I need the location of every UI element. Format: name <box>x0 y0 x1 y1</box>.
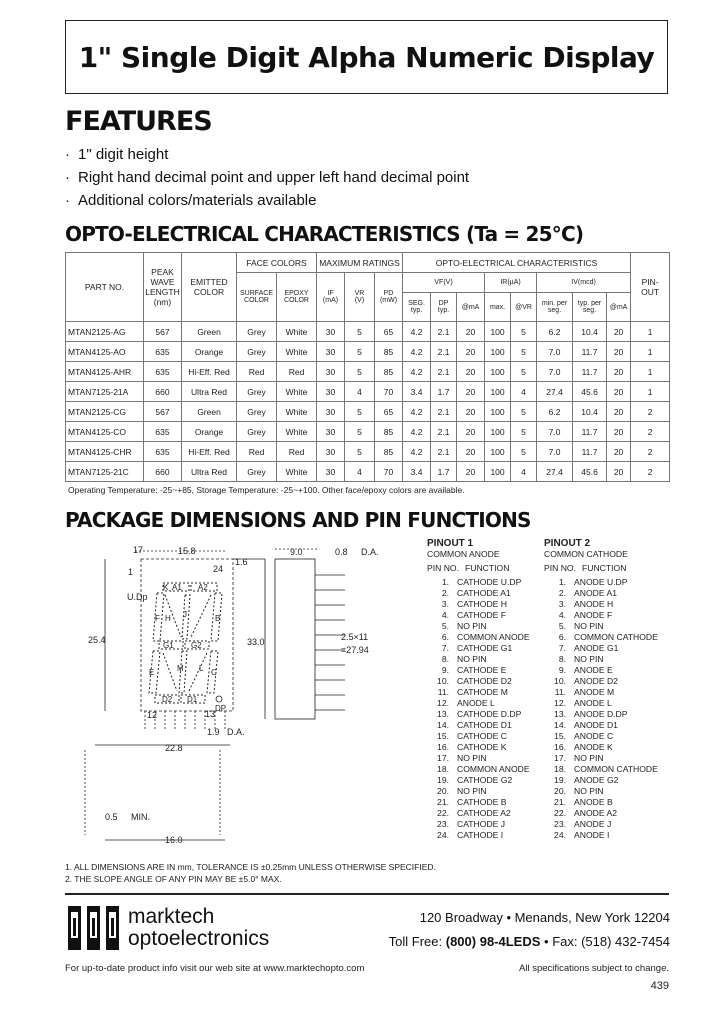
table-cell: MTAN4125-CO <box>66 422 144 442</box>
dim-min: MIN. <box>131 812 150 822</box>
table-row <box>66 382 670 402</box>
pin-row: 19. CATHODE G2 <box>437 775 513 785</box>
table-cell: 20 <box>457 462 485 482</box>
seg-d2: D2 <box>162 695 173 704</box>
dim-15-8: 15.8 <box>178 546 196 556</box>
dim-12: 12 <box>147 710 158 720</box>
pin-row: 22. ANODE A2 <box>554 808 617 818</box>
pin-row: 19. ANODE G2 <box>554 775 619 785</box>
pin-row: 11. ANODE M <box>554 687 615 697</box>
table-cell: Grey <box>237 342 277 362</box>
seg-g1: G1 <box>163 641 174 650</box>
seg-a1: A1 <box>172 583 182 592</box>
table-cell: 30 <box>317 382 345 402</box>
pin-row: 8. NO PIN <box>558 654 604 664</box>
pinout-2 <box>544 538 658 841</box>
table-cell: MTAN7125-21C <box>66 462 144 482</box>
pinout-2-col-no: PIN NO. <box>544 563 576 573</box>
table-cell: 20 <box>457 342 485 362</box>
table-row <box>66 462 670 482</box>
company-phone: Toll Free: (800) 98-4LEDS • Fax: (518) 432-7454 <box>388 934 670 949</box>
table-cell: 5 <box>511 442 537 462</box>
table-cell: Red <box>237 362 277 382</box>
table-cell: 20 <box>607 442 631 462</box>
page-number: 439 <box>650 980 669 992</box>
pinout-1-col-no: PIN NO. <box>427 563 459 573</box>
table-cell: Green <box>182 322 237 342</box>
pinout-1-col-fn: FUNCTION <box>465 563 510 573</box>
pin-row: 24. ANODE I <box>554 830 610 840</box>
table-cell: 45.6 <box>573 382 607 402</box>
seg-b: B <box>215 614 221 623</box>
header-irmax: max. <box>485 293 511 322</box>
header-seg: SEG. typ. <box>403 293 431 322</box>
pinout-2-col-fn: FUNCTION <box>582 563 627 573</box>
pin-row: 1. CATHODE U.DP <box>441 577 522 587</box>
pin-row: 23. ANODE J <box>554 819 612 829</box>
label-udp: U.Dp <box>127 592 148 602</box>
table-cell: 2.1 <box>431 322 457 342</box>
header-peak: PEAK WAVE LENGTH (nm) <box>144 253 182 322</box>
table-cell: White <box>277 462 317 482</box>
table-cell: MTAN7125-21A <box>66 382 144 402</box>
dim-16-0: 16.0 <box>165 835 183 845</box>
table-cell: 5 <box>345 442 375 462</box>
table-cell: 20 <box>457 422 485 442</box>
table-cell: 5 <box>511 362 537 382</box>
feature-item: · Right hand decimal point and upper left hand decimal point <box>65 169 470 186</box>
pin-row: 20. NO PIN <box>437 786 487 796</box>
table-cell: White <box>277 322 317 342</box>
header-surface: SURFACE COLOR <box>237 273 277 322</box>
pinout-1-title: PINOUT 1 <box>427 538 474 549</box>
spec-table <box>65 252 670 482</box>
table-cell: 70 <box>375 462 403 482</box>
header-iv: IV(mcd) <box>537 273 631 293</box>
header-opto: OPTO-ELECTRICAL CHARACTERISTICS <box>403 253 631 273</box>
header-max: MAXIMUM RATINGS <box>317 253 403 273</box>
table-cell: 27.4 <box>537 382 573 402</box>
table-cell: Orange <box>182 342 237 362</box>
seg-a2: A2 <box>198 583 208 592</box>
table-cell: 30 <box>317 442 345 462</box>
pin-row: 5. NO PIN <box>441 621 487 631</box>
table-cell: Orange <box>182 422 237 442</box>
table-cell: Green <box>182 402 237 422</box>
table-cell: 2 <box>631 402 670 422</box>
pin-row: 15. CATHODE C <box>437 731 507 741</box>
pin-row: 4. ANODE F <box>558 610 613 620</box>
table-cell: 7.0 <box>537 422 573 442</box>
seg-m: M <box>177 664 184 673</box>
table-cell: 5 <box>511 342 537 362</box>
dim-da-top: D.A. <box>361 547 379 557</box>
dim-22-8: 22.8 <box>165 743 183 753</box>
pin-row: 15. ANODE C <box>554 731 614 741</box>
table-cell: 65 <box>375 322 403 342</box>
table-cell: 5 <box>345 342 375 362</box>
dim-24: 24 <box>213 564 224 574</box>
dim-27-94: =27.94 <box>341 645 369 655</box>
table-cell: 4.2 <box>403 362 431 382</box>
title-box <box>65 20 668 94</box>
table-cell: 4 <box>345 382 375 402</box>
dim-1-9-da: D.A. <box>227 727 245 737</box>
pin-row: 7. CATHODE G1 <box>441 643 513 653</box>
pinout-1-subtitle: COMMON ANODE <box>427 549 500 559</box>
table-row <box>66 442 670 462</box>
pin-row: 14. ANODE D1 <box>554 720 618 730</box>
table-cell: 2.1 <box>431 362 457 382</box>
table-cell: 4.2 <box>403 442 431 462</box>
table-cell: Hi-Eff. Red <box>182 362 237 382</box>
seg-f: F <box>155 614 160 623</box>
table-cell: 1 <box>631 362 670 382</box>
table-cell: 1.7 <box>431 462 457 482</box>
header-pinout: PIN- OUT <box>631 253 670 322</box>
table-cell: 30 <box>317 422 345 442</box>
seg-e: E <box>149 668 155 677</box>
table-cell: 635 <box>144 442 182 462</box>
pin-row: 1. ANODE U.DP <box>558 577 628 587</box>
seg-g2: G2 <box>191 641 202 650</box>
table-cell: 7.0 <box>537 362 573 382</box>
pin-row: 4. CATHODE F <box>441 610 507 620</box>
table-cell: 100 <box>485 442 511 462</box>
table-cell: 85 <box>375 442 403 462</box>
notes <box>65 861 436 885</box>
page-title: 1" Single Digit Alpha Numeric Display <box>78 40 655 74</box>
table-cell: Red <box>237 442 277 462</box>
pin-row: 14. CATHODE D1 <box>437 720 512 730</box>
table-cell: 100 <box>485 402 511 422</box>
table-cell: 20 <box>457 442 485 462</box>
dim-0-8: 0.8 <box>335 547 348 557</box>
table-cell: MTAN4125-CHR <box>66 442 144 462</box>
table-cell: 5 <box>345 322 375 342</box>
pin-row: 21. ANODE B <box>554 797 613 807</box>
pin-row: 2. CATHODE A1 <box>441 588 511 598</box>
dim-2-5x11: 2.5×11 <box>341 632 369 642</box>
pin-row: 8. NO PIN <box>441 654 487 664</box>
table-cell: 100 <box>485 342 511 362</box>
table-cell: 2.1 <box>431 342 457 362</box>
table-cell: 20 <box>607 322 631 342</box>
table-cell: 1 <box>631 342 670 362</box>
feature-item: · Additional colors/materials available <box>65 192 317 209</box>
table-cell: 20 <box>457 322 485 342</box>
seg-k: K <box>163 583 169 592</box>
table-cell: 4.2 <box>403 422 431 442</box>
header-part: PART NO. <box>66 253 144 322</box>
dim-1-front: 1 <box>128 567 134 577</box>
table-cell: 30 <box>317 362 345 382</box>
pin-row: 21. CATHODE B <box>437 797 507 807</box>
table-cell: Grey <box>237 402 277 422</box>
header-minper: min. per seg. <box>537 293 573 322</box>
table-row <box>66 322 670 342</box>
pinout-2-title: PINOUT 2 <box>544 538 591 549</box>
table-cell: White <box>277 382 317 402</box>
table-cell: Hi-Eff. Red <box>182 442 237 462</box>
table-cell: 100 <box>485 362 511 382</box>
header-typper: typ. per seg. <box>573 293 607 322</box>
table-cell: 20 <box>457 382 485 402</box>
pinout-2-subtitle: COMMON CATHODE <box>544 549 628 559</box>
table-cell: 4 <box>345 462 375 482</box>
table-cell: White <box>277 342 317 362</box>
table-cell: 6.2 <box>537 322 573 342</box>
table-cell: 5 <box>511 402 537 422</box>
footer-website: For up-to-date product info visit our web site at www.marktechopto.com <box>65 963 365 974</box>
table-cell: 2 <box>631 422 670 442</box>
pin-row: 6. COMMON CATHODE <box>558 632 658 642</box>
package-heading: PACKAGE DIMENSIONS AND PIN FUNCTIONS <box>65 508 531 532</box>
dim-1-6-left: 1.6 <box>235 557 248 567</box>
table-cell: 6.2 <box>537 402 573 422</box>
feature-item: · 1" digit height <box>65 146 169 163</box>
dim-17: 17 <box>133 545 144 555</box>
table-cell: 30 <box>317 402 345 422</box>
table-cell: 660 <box>144 462 182 482</box>
features-list <box>65 143 469 212</box>
header-dp: DP typ. <box>431 293 457 322</box>
table-cell: 4.2 <box>403 342 431 362</box>
table-cell: 30 <box>317 322 345 342</box>
table-cell: 11.7 <box>573 342 607 362</box>
table-cell: 20 <box>457 402 485 422</box>
table-cell: 5 <box>511 422 537 442</box>
note-1: 1. ALL DIMENSIONS ARE IN mm, TOLERANCE IS ±0.25mm UNLESS OTHERWISE SPECIFIED. <box>65 862 436 872</box>
table-cell: 2 <box>631 442 670 462</box>
table-cell: 5 <box>345 362 375 382</box>
table-cell: 20 <box>607 422 631 442</box>
table-row <box>66 342 670 362</box>
table-cell: 4.2 <box>403 322 431 342</box>
table-cell: 3.4 <box>403 382 431 402</box>
table-cell: 635 <box>144 362 182 382</box>
table-cell: 20 <box>607 382 631 402</box>
table-cell: MTAN2125-AG <box>66 322 144 342</box>
header-emitted: EMITTED COLOR <box>182 253 237 322</box>
table-cell: 2 <box>631 462 670 482</box>
table-cell: Ultra Red <box>182 462 237 482</box>
table-cell: 70 <box>375 382 403 402</box>
pin-row: 7. ANODE G1 <box>558 643 619 653</box>
table-cell: 635 <box>144 422 182 442</box>
table-cell: 30 <box>317 342 345 362</box>
table-cell: 5 <box>511 322 537 342</box>
table-row <box>66 402 670 422</box>
header-if: IF (mA) <box>317 273 345 322</box>
table-cell: 20 <box>457 362 485 382</box>
header-atma2: @mA <box>607 293 631 322</box>
table-cell: 2.1 <box>431 422 457 442</box>
pin-row: 9. CATHODE E <box>441 665 507 675</box>
table-cell: 20 <box>607 362 631 382</box>
pin-row: 16. ANODE K <box>554 742 613 752</box>
table-cell: 100 <box>485 382 511 402</box>
company-name: marktech optoelectronics <box>128 905 270 950</box>
table-cell: 635 <box>144 342 182 362</box>
table-cell: 65 <box>375 402 403 422</box>
opto-heading: OPTO-ELECTRICAL CHARACTERISTICS (Ta = 25°C) <box>65 222 584 246</box>
table-cell: Ultra Red <box>182 382 237 402</box>
dim-33-0: 33.0 <box>247 637 265 647</box>
table-cell: 10.4 <box>573 402 607 422</box>
pin-row: 2. ANODE A1 <box>558 588 617 598</box>
seg-c: C <box>211 668 217 677</box>
table-cell: Grey <box>237 462 277 482</box>
table-cell: Grey <box>237 322 277 342</box>
table-cell: 30 <box>317 462 345 482</box>
spec-note: Operating Temperature: -25~+85, Storage Temperature: -25~+100. Other face/epoxy colors are available. <box>68 485 465 495</box>
pin-row: 22. CATHODE A2 <box>437 808 511 818</box>
pin-row: 10. ANODE D2 <box>554 676 618 686</box>
header-atma: @mA <box>457 293 485 322</box>
seg-dp: DP <box>215 704 227 713</box>
table-cell: 2.1 <box>431 442 457 462</box>
table-cell: 11.7 <box>573 422 607 442</box>
table-cell: 4.2 <box>403 402 431 422</box>
pin-row: 12. ANODE L <box>554 698 612 708</box>
table-cell: 4 <box>511 382 537 402</box>
seg-d1: D1 <box>187 695 198 704</box>
table-cell: MTAN4125-AHR <box>66 362 144 382</box>
table-cell: 1.7 <box>431 382 457 402</box>
table-cell: 20 <box>607 462 631 482</box>
pin-row: 18. COMMON ANODE <box>437 764 530 774</box>
table-cell: 7.0 <box>537 342 573 362</box>
table-cell: 1 <box>631 322 670 342</box>
pin-row: 17. NO PIN <box>554 753 604 763</box>
table-cell: 100 <box>485 422 511 442</box>
table-cell: 100 <box>485 462 511 482</box>
pin-row: 5. NO PIN <box>558 621 604 631</box>
table-cell: 5 <box>345 402 375 422</box>
table-cell: 20 <box>607 342 631 362</box>
table-cell: 2.1 <box>431 402 457 422</box>
pin-row: 24. CATHODE I <box>437 830 504 840</box>
pin-row: 16. CATHODE K <box>437 742 507 752</box>
table-cell: Grey <box>237 422 277 442</box>
pin-row: 3. ANODE H <box>558 599 614 609</box>
pinout-1 <box>427 538 530 841</box>
dim-13: 13 <box>205 709 216 719</box>
table-cell: Grey <box>237 382 277 402</box>
seg-l: L <box>199 664 204 673</box>
pin-row: 9. ANODE E <box>558 665 613 675</box>
table-cell: 45.6 <box>573 462 607 482</box>
pin-row: 23. CATHODE J <box>437 819 506 829</box>
features-heading: FEATURES <box>65 106 212 137</box>
header-vr: VR (V) <box>345 273 375 322</box>
table-cell: 11.7 <box>573 362 607 382</box>
table-cell: 100 <box>485 322 511 342</box>
footer-disclaimer: All specifications subject to change. <box>519 963 669 974</box>
table-cell: 10.4 <box>573 322 607 342</box>
marktech-logo-icon <box>66 904 124 952</box>
header-epoxy: EPOXY COLOR <box>277 273 317 322</box>
header-face: FACE COLORS <box>237 253 317 273</box>
table-cell: Red <box>277 362 317 382</box>
table-cell: 7.0 <box>537 442 573 462</box>
note-2: 2. THE SLOPE ANGLE OF ANY PIN MAY BE ±5.0° MAX. <box>65 874 282 884</box>
table-cell: MTAN4125-AO <box>66 342 144 362</box>
seg-j: J <box>183 610 187 619</box>
header-atvr: @VR <box>511 293 537 322</box>
table-cell: 20 <box>607 402 631 422</box>
divider <box>65 893 669 895</box>
table-cell: White <box>277 422 317 442</box>
table-cell: 1 <box>631 382 670 402</box>
pin-row: 13. CATHODE D.DP <box>437 709 522 719</box>
table-cell: 85 <box>375 422 403 442</box>
table-cell: 85 <box>375 342 403 362</box>
company-address: 120 Broadway • Menands, New York 12204 <box>419 910 670 925</box>
pin-row: 13. ANODE D.DP <box>554 709 628 719</box>
table-cell: 11.7 <box>573 442 607 462</box>
header-pd: PD (mW) <box>375 273 403 322</box>
table-cell: Red <box>277 442 317 462</box>
pin-row: 18. COMMON CATHODE <box>554 764 658 774</box>
seg-h: H <box>165 614 171 623</box>
dim-9-0: 9.0 <box>290 547 303 557</box>
toll-free-number: (800) 98-4LEDS <box>445 934 541 949</box>
package-drawing <box>65 535 425 860</box>
pin-row: 6. COMMON ANODE <box>441 632 530 642</box>
dim-0-5: 0.5 <box>105 812 118 822</box>
table-cell: 567 <box>144 322 182 342</box>
pin-row: 3. CATHODE H <box>441 599 507 609</box>
pin-row: 20. NO PIN <box>554 786 604 796</box>
table-cell: 5 <box>345 422 375 442</box>
header-vf: VF(V) <box>403 273 485 293</box>
table-cell: 27.4 <box>537 462 573 482</box>
table-row <box>66 362 670 382</box>
pin-row: 17. NO PIN <box>437 753 487 763</box>
table-cell: 567 <box>144 402 182 422</box>
pin-row: 11. CATHODE M <box>437 687 508 697</box>
table-cell: White <box>277 402 317 422</box>
dim-1-9: 1.9 <box>207 727 220 737</box>
table-cell: 3.4 <box>403 462 431 482</box>
pin-row: 12. ANODE L <box>437 698 495 708</box>
dim-25-4: 25.4 <box>88 635 106 645</box>
table-cell: 85 <box>375 362 403 382</box>
pin-row: 10. CATHODE D2 <box>437 676 512 686</box>
table-row <box>66 422 670 442</box>
table-cell: 4 <box>511 462 537 482</box>
header-ir: IR(µA) <box>485 273 537 293</box>
table-cell: 660 <box>144 382 182 402</box>
table-cell: MTAN2125-CG <box>66 402 144 422</box>
